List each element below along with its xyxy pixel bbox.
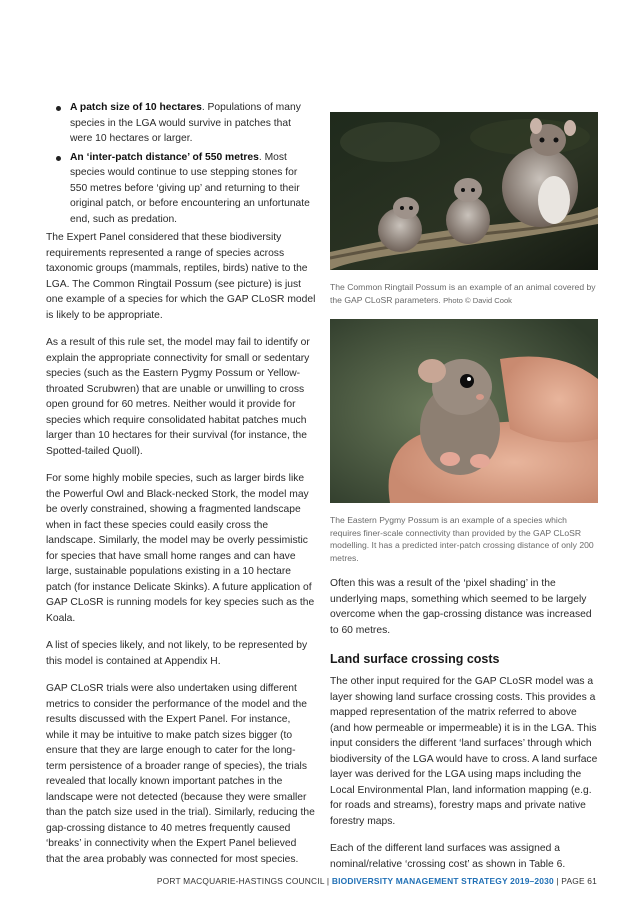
bullet-bold: An ‘inter-patch distance’ of 550 metres <box>70 151 259 163</box>
eastern-pygmy-possum-photo <box>330 319 598 503</box>
paragraph: Often this was a result of the ‘pixel shading’ in the underlying maps, something which seemed to be largely overcome when the gap-crossing distance was increased to 60 metres. <box>330 578 592 636</box>
footer-separator: | <box>553 876 562 886</box>
bullet-text: . Populations of many species in the LGA would survive in patches that were 10 hectares or larger. <box>70 102 301 144</box>
paragraph: Each of the different land surfaces was assigned a nominal/relative ‘crossing cost’ as shown in Table 6. <box>330 843 566 870</box>
paragraph: The Expert Panel considered that these biodiversity requirements represented a range of species across taxonomic groups (mammals, reptiles, birds) native to the LGA. The Common Ringtail Possum (see picture) is just one example of a species for which the GAP CLoSR model is likely to be appropriate. <box>46 232 316 321</box>
bullet-item <box>46 150 316 228</box>
paragraph: A list of species likely, and not likely, to be represented by this model is contained at Appendix H. <box>46 640 308 667</box>
footer-doc-title: BIODIVERSITY MANAGEMENT STRATEGY 2019–2030 <box>331 876 554 886</box>
paragraph: For some highly mobile species, such as larger birds like the Powerful Owl and Black-necked Stork, the model may be overly constrained, showing a fragmented landscape when in fact these species could easily cross the landscape. Similarly, the model may be overly pessimistic for species that have small home ranges and can have large, sustainable populations existing in a 10 hectare patch (for instance Delicate Skinks). A future application of GAP CLoSR is running models for key species such as the Koala. <box>46 473 315 624</box>
bullet-item <box>46 100 316 147</box>
page-number: PAGE 61 <box>561 876 597 886</box>
page-footer <box>0 876 597 886</box>
bullet-text: . Most species would continue to use stepping stones for 550 metres before ‘giving up’ and returning to their original patch, or before encountering an unfortunate end, such as predation. <box>70 151 310 225</box>
ringtail-possum-photo <box>330 112 598 270</box>
right-column <box>330 112 598 872</box>
photo-credit: Photo © David Cook <box>443 295 512 305</box>
photo-caption-1 <box>330 281 598 307</box>
footer-separator: | <box>324 876 332 886</box>
bullet-bold: A patch size of 10 hectares <box>70 102 202 113</box>
photo-caption-2: The Eastern Pygmy Possum is an example of a species which requires finer-scale connectivity than provided by the GAP CLoSR modelling. It has a predicted inter-patch crossing distance of only 200 metres. <box>330 515 594 563</box>
section-heading: Land surface crossing costs <box>330 652 500 666</box>
paragraph: As a result of this rule set, the model may fail to identify or explain the appropriate connectivity for small or sedentary species (such as the Eastern Pygmy Possum or Yellow-throated Scrubwren) that are unable or unwilling to cross open ground for 60 metres. Neither would it provide for species which require consolidated habitat patches much larger than 10 hectares for their survival (for instance, the Spotted-tailed Quoll). <box>46 337 310 457</box>
left-column <box>46 100 316 867</box>
paragraph: GAP CLoSR trials were also undertaken using different metrics to consider the performance of the model and the results discussed with the Expert Panel. For instance, while it may be intuitive to make patch sizes bigger (to ensure that they are large enough to cater for the long-term persistence of a broader range of species), the trials revealed that locally known important patches in the landscape were not detected (because they were smaller than the patch size used in the trial). Similarly, reducing the gap-crossing distance to 40 metres frequently caused ‘breaks’ in connectivity when the Expert Panel believed that the area probably was connected for most species. <box>46 683 315 865</box>
caption-text: The Common Ringtail Possum is an example of an animal covered by the GAP CLoSR parameters. <box>330 282 596 305</box>
paragraph: The other input required for the GAP CLoSR model was a layer showing land surface crossing costs. This provides a mapped representation of the matrix referred to above (and how permeable or impermeable) it is in the LGA. This input considers the different ‘land surfaces’ through which biodiversity of the LGA would have to cross. A land surface layer was derived for the LGA using maps including the Local Environmental Plan, land information mapping (e.g. for roads and streams), forestry maps and private native forestry maps. <box>330 676 598 827</box>
bullet-list <box>46 100 316 227</box>
footer-org: PORT MACQUARIE-HASTINGS COUNCIL <box>156 876 325 886</box>
bullet-dot-icon <box>56 156 61 161</box>
bullet-dot-icon <box>56 106 61 111</box>
